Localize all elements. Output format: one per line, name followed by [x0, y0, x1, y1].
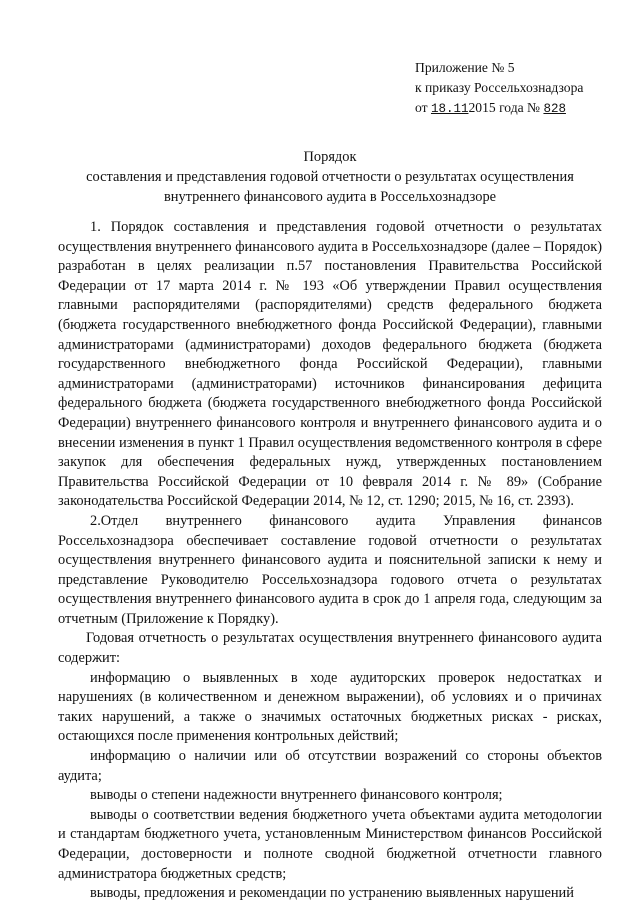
- paragraph-3: Годовая отчетность о результатах осуществления внутреннего финансового аудита содержит:: [58, 630, 602, 667]
- annex-number: Приложение № 5: [415, 60, 515, 75]
- document-title: [60, 147, 600, 207]
- title-line-2: составления и представления годовой отчетности о результатах осуществления: [86, 169, 574, 185]
- document-body: [58, 218, 602, 904]
- list-item-4: выводы о соответствии ведения бюджетного учета объектами аудита методологии и стандартам бюджетного учета, установленным Министерством финансов Российской Федерации, достоверности и полноте сводной бюджетной отчетности главного администратора бюджетных средств;: [58, 806, 602, 882]
- annex-date-prefix: от: [415, 100, 431, 115]
- title-line-3: внутреннего финансового аудита в Россельхознадзоре: [163, 189, 497, 205]
- annex-date-value: 18.11: [430, 102, 469, 116]
- annex-date-line: [415, 98, 583, 119]
- annex-order-number: 828: [543, 102, 566, 116]
- annex-date-mid: 2015 года №: [468, 100, 544, 115]
- paragraph-2: 2.Отдел внутреннего финансового аудита Управления финансов Россельхознадзора обеспечивает составление годовой отчетности о результатах осуществления внутреннего финансового аудита и пояснительной записки к нему и представление Руководителю Россельхознадзора годового отчета о результатах осуществления внутреннего финансового аудита в срок до 1 апреля года, следующим за отчетным (Приложение к Порядку).: [58, 512, 602, 627]
- title-line-1: Порядок: [303, 149, 357, 165]
- list-item-3: выводы о степени надежности внутреннего финансового контроля;: [90, 787, 503, 804]
- list-item-2: информацию о наличии или об отсутствии возражений со стороны объектов аудита;: [58, 748, 602, 784]
- annex-header: [415, 58, 583, 119]
- list-item-5: выводы, предложения и рекомендации по устранению выявленных нарушений: [90, 885, 574, 902]
- paragraph-1: 1. Порядок составления и представления годовой отчетности о результатах осуществления внутреннего финансового аудита в Россельхознадзоре (далее – Порядок) разработан в целях реализации п.57 постановления Правительства Российской Федерации от 17 марта 2014 г. № 193 «Об утверждении Правил осуществления главными распорядителями (распорядителями) средств федерального бюджета (бюджета государственного внебюджетного фонда Российской Федерации), главными администраторами (администраторами) доходов федерального бюджета (бюджета государственного внебюджетного фонда Российской Федерации), главными администраторами (администраторами) источников финансирования дефицита федерального бюджета (бюджета государственного внебюджетного фонда Российской Федерации) внутреннего финансового контроля и внутреннего финансового аудита и о внесении изменения в пункт 1 Правил осуществления ведомственного контроля в сфере закупок для обеспечения федеральных нужд, утвержденных постановлением Правительства Российской Федерации от 10 февраля 2014 г. № 89» (Собрание законодательства Российской Федерации 2014, № 12, ст. 1290; 2015, № 16, ст. 2393).: [58, 219, 602, 510]
- list-item-1: информацию о выявленных в ходе аудиторских проверок недостатках и нарушениях (в количественном и денежном выражении), об условиях и о причинах таких нарушений, а также о значимых остаточных бюджетных рисках - рисках, остающихся после применения контрольных действий;: [58, 669, 602, 745]
- annex-order-ref: к приказу Россельхознадзора: [415, 80, 584, 95]
